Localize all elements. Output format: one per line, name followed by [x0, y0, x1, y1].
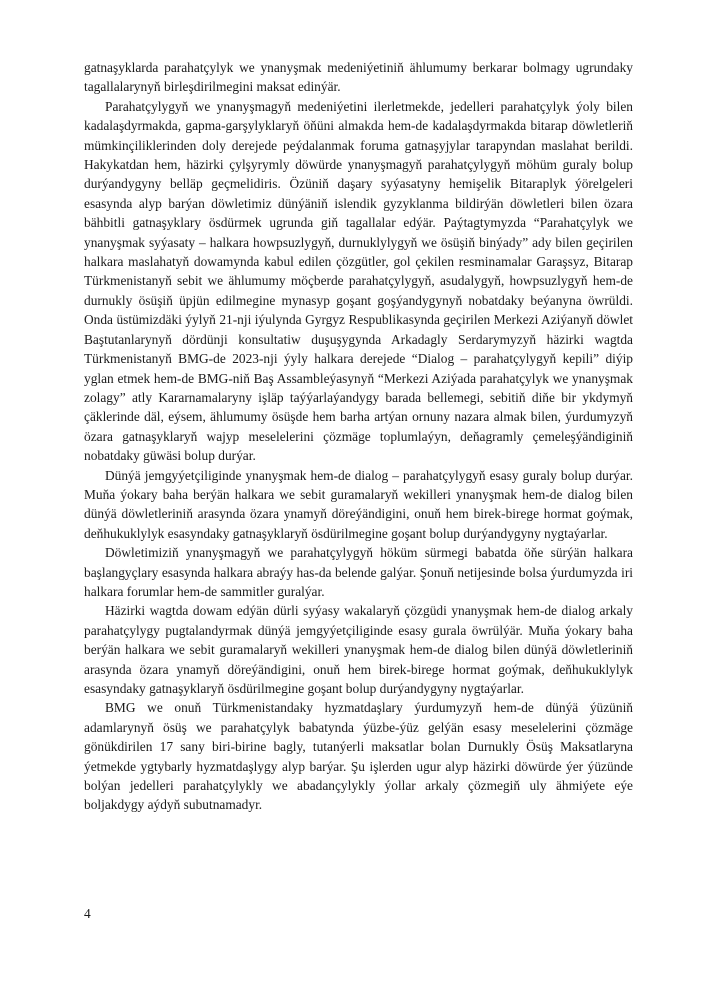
body-text	[84, 58, 633, 815]
paragraph-continuation: gatnaşyklarda parahatçylyk we ynanyşmak medeniýetiniň ählumumy berkarar bolmagy ugrundaky tagallalarynyň birleşdirilmegini maksat edinýär.	[84, 60, 633, 95]
page-number: 4	[84, 906, 91, 921]
paragraph: Parahatçylygyň we ynanyşmagyň medeniýetini ilerletmekde, jedelleri parahatçylyk ýoly bilen kadalaşdyrmakda, gapma-garşylyklaryň öňüni almakda hem-de kadalaşdyrmakda bitarap döwletleriň mümkinçiliklerinden doly derejede peýdalanmak foruma gatnaşyjylar tarapyndan maslahat berildi. Hakykatdan hem, häzirki çylşyrymly döwürde ynanyşmagyň parahatçylygyň möhüm guraly bolup durýandygyny belläp geçmelidiris. Özüniň daşary syýasatyny hemişelik Bitaraplyk ýörelgeleri esasynda alyp barýan döwletimiz dünýäniň islendik gyzyklanma bildirýän döwletleri bilen özara bähbitli gatnaşyklary ösdürmek ugrunda giň tagallalar edýär. Paýtagtymyzda “Parahatçylyk we ynanyşmak syýasaty – halkara howpsuzlygyň, durnuklylygyň we ösüşiň binýady” ady bilen geçirilen halkara maslahatyň dowamynda kabul edilen çözgütler, gol çekilen resminamalar Garaşsyz, Bitarap Türkmenistanyň sebit we ählumumy möçberde parahatçylygyň, asudalygyň, howpsuzlygyň hem-de durnukly ösüşiň üpjün edilmegine mynasyp goşant goşýandygynyň nobatdaky beýanyna öwrüldi. Onda üstümizdäki ýylyň 21-nji iýulynda Gyrgyz Respublikasynda geçirilen Merkezi Aziýanyň döwlet Baştutanlarynyň dördünji konsultatiw duşuşygynda Arkadagly Serdarymyzyň häzirki wagtda Türkmenistanyň BMG-de 2023-nji ýyly halkara derejede “Dialog – parahatçylygyň kepili” diýip yglan etmek hem-de BMG-niň Baş Assambleýasynyň “Merkezi Aziýada parahatçylyk we ynanyşmak zolagy” atly Kararnamalaryny işläp taýýarlaýandygy barada bellemegi, sebitiň diňe bir ykdymyň çäklerinde däl, eýsem, ählumumy ösüşde hem barha artýan ornuny nazara almak bilen, ýurdumyzyň özara gatnaşyklaryň wajyp meselelerini çözmäge toplumlaýyn, deňagramly çemeleşýändiginiň nobatdaky güwäsi bolup durýar.	[84, 98, 633, 464]
paragraph: Döwletimiziň ynanyşmagyň we parahatçylygyň höküm sürmegi babatda öňe sürýän halkara başlangyçlary esasynda halkara abraýy has-da belende galýar. Şonuň netijesinde bolsa ýurdumyzda iri halkara forumlar hem-de sammitler guralýar.	[84, 545, 633, 599]
paragraph: BMG we onuň Türkmenistandaky hyzmatdaşlary ýurdumyzyň hem-de dünýä ýüzüniň adamlarynyň ösüş we parahatçylyk babatynda ýüzbe-ýüz gelýän esasy meselelerini çözmäge gönükdirilen 17 sany biri-birine bagly, tutanýerli maksatlar bolan Durnukly Ösüş Maksatlaryna ýetmekde ygtybarly hyzmatdaşlygy alyp barýar. Şu işlerden ugur alyp häzirki döwürde ýer ýüzünde bolýan jedelleri parahatçylykly we abadançylykly ýollar arkaly çözmegiň uly ähmiýete eýe boljakdygy aýdyň subutnamadyr.	[84, 700, 633, 813]
paragraph: Häzirki wagtda dowam edýän dürli syýasy wakalaryň çözgüdi ynanyşmak hem-de dialog arkaly parahatçylygy pugtalandyrmak dünýä jemgyýetçiliginde esasy gurala öwrülýär. Muňa ýokary baha berýän halkara we sebit guramalaryň wekilleri ynanyşmak hem-de dialog bilen dünýä döwletleriniň arasynda özara ynamyň döreýändigini, onuň hem birek-birege hormat goýmak, deňhukuklylyk esasyndaky gatnaşyklaryň ösdürilmegine goşant bolup durýandygyny nygtaýarlar.	[84, 603, 633, 696]
paragraph: Dünýä jemgyýetçiliginde ynanyşmak hem-de dialog – parahatçylygyň esasy guraly bolup durýar. Muňa ýokary baha berýän halkara we sebit guramalaryň wekilleri ynanyşmak hem-de dialog bilen dünýä döwletleriniň arasynda özara ynamyň döreýändigini, onuň hem birek-birege hormat goýmak, deňhukuklylyk esasyndaky gatnaşyklaryň ösdürilmegine goşant bolup durýandygyny nygtaýarlar.	[84, 467, 633, 541]
